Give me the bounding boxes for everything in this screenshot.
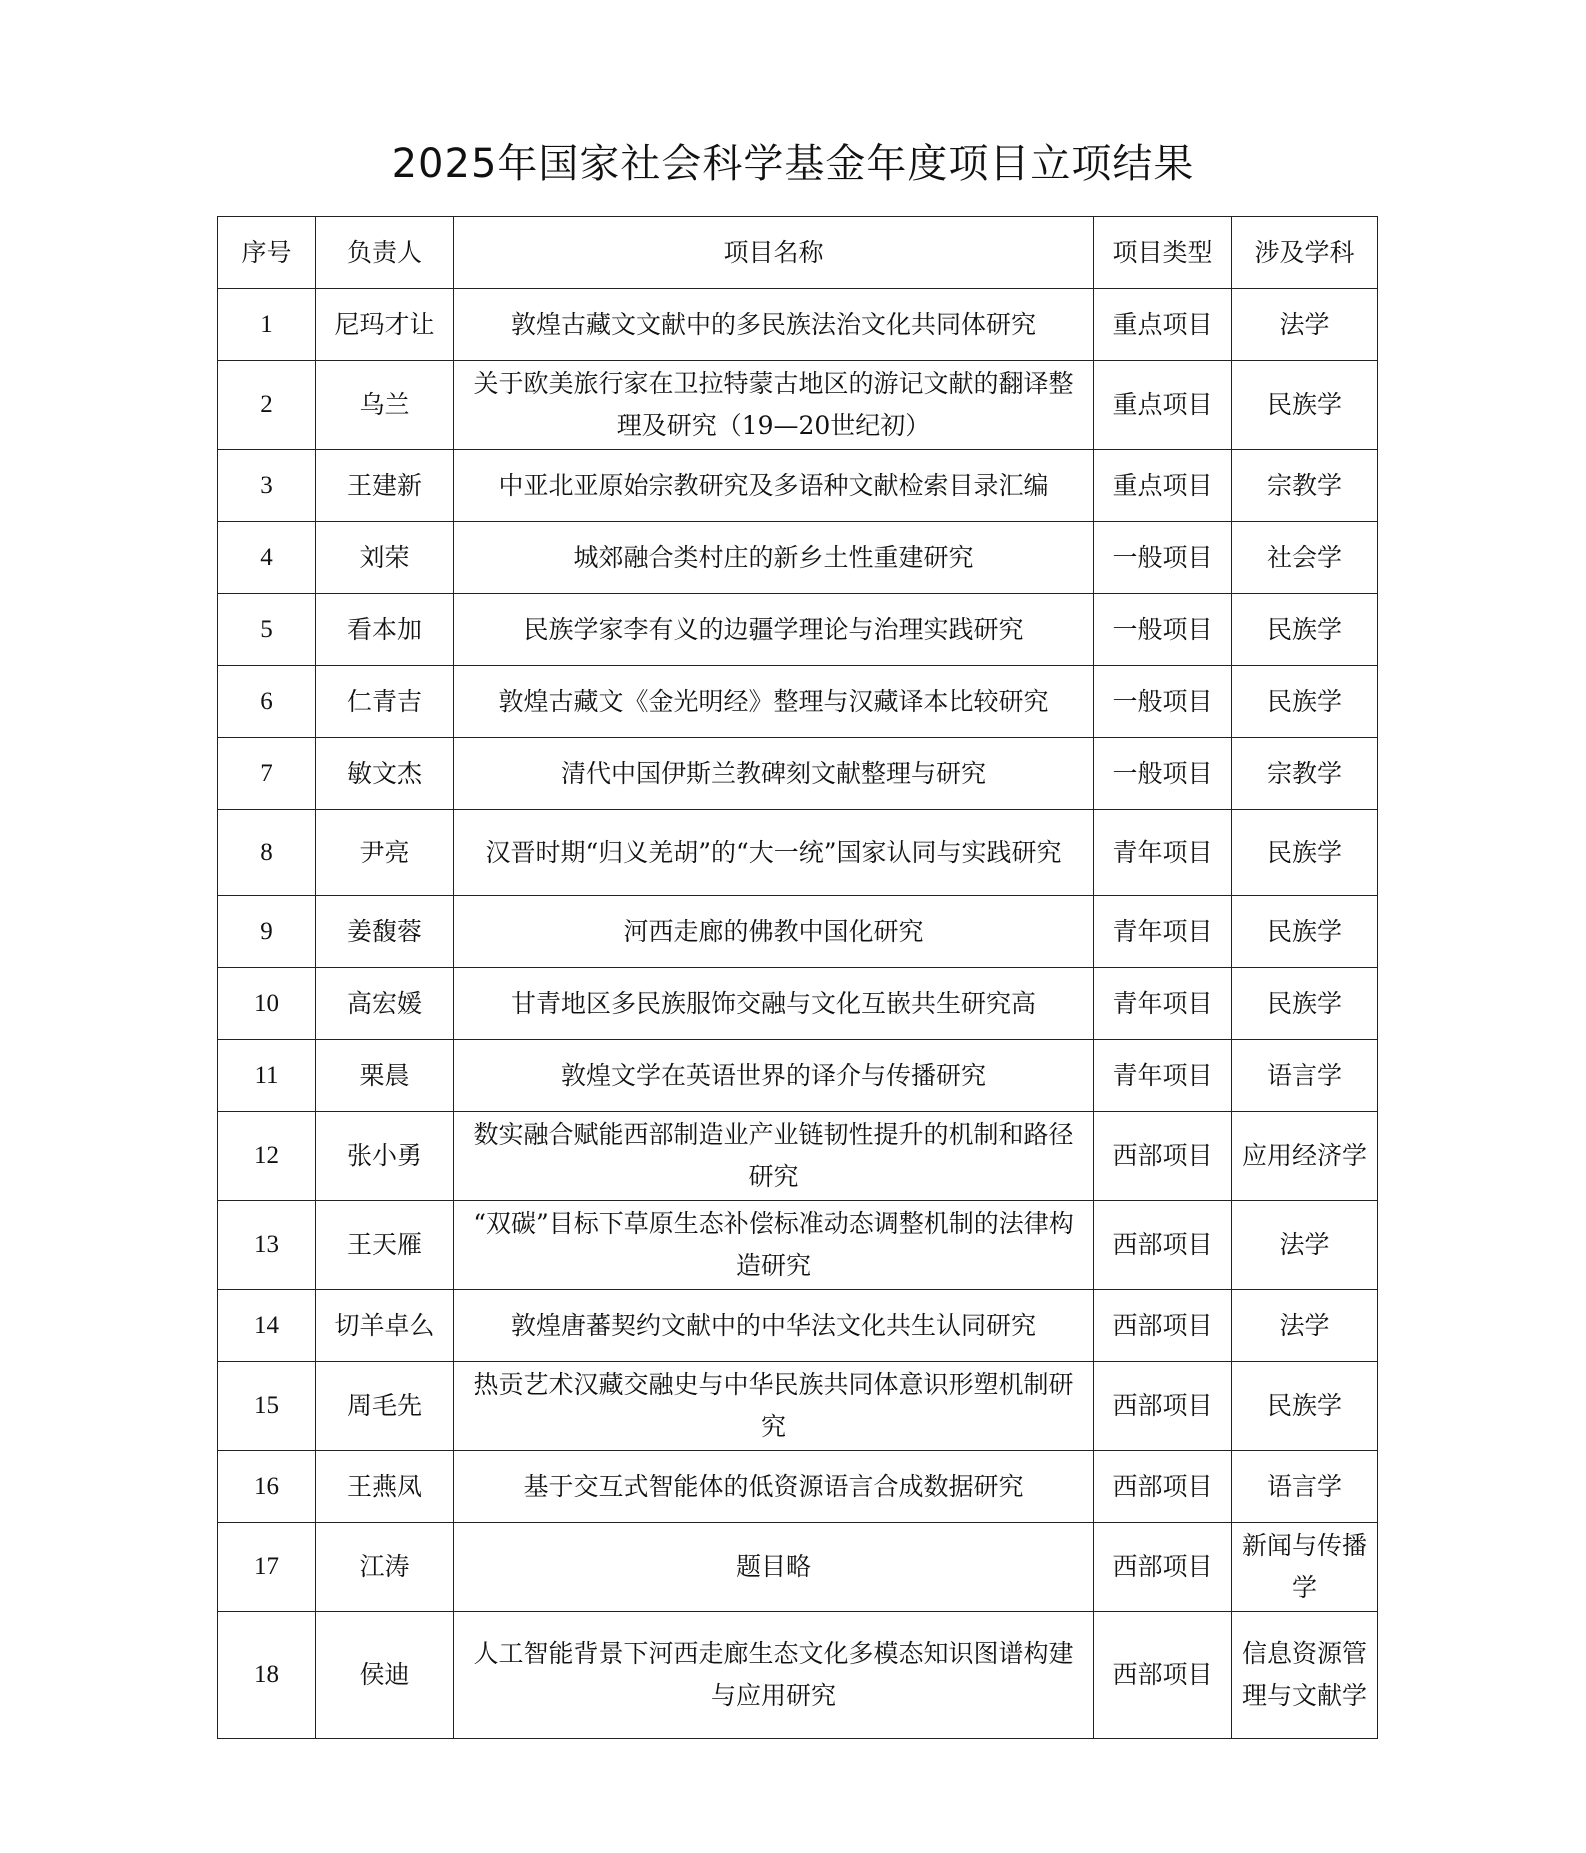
table-row bbox=[218, 896, 1378, 968]
table-row bbox=[218, 450, 1378, 522]
cell-project: 数实融合赋能西部制造业产业链韧性提升的机制和路径研究 bbox=[454, 1112, 1094, 1201]
table-row bbox=[218, 289, 1378, 361]
cell-project: 题目略 bbox=[454, 1523, 1094, 1612]
cell-project: 人工智能背景下河西走廊生态文化多模态知识图谱构建与应用研究 bbox=[454, 1612, 1094, 1739]
cell-project: 关于欧美旅行家在卫拉特蒙古地区的游记文献的翻译整理及研究（19—20世纪初） bbox=[454, 361, 1094, 450]
cell-leader: 看本加 bbox=[316, 594, 454, 666]
cell-type: 青年项目 bbox=[1094, 968, 1232, 1040]
results-table bbox=[217, 216, 1378, 1739]
cell-leader: 江涛 bbox=[316, 1523, 454, 1612]
cell-subject: 民族学 bbox=[1232, 666, 1378, 738]
cell-index: 6 bbox=[218, 666, 316, 738]
cell-index: 14 bbox=[218, 1290, 316, 1362]
cell-subject: 民族学 bbox=[1232, 361, 1378, 450]
cell-leader: 姜馥蓉 bbox=[316, 896, 454, 968]
cell-index: 17 bbox=[218, 1523, 316, 1612]
table-row bbox=[218, 522, 1378, 594]
header-subject: 涉及学科 bbox=[1232, 217, 1378, 289]
cell-index: 11 bbox=[218, 1040, 316, 1112]
header-project: 项目名称 bbox=[454, 217, 1094, 289]
cell-type: 重点项目 bbox=[1094, 361, 1232, 450]
cell-index: 1 bbox=[218, 289, 316, 361]
cell-subject: 信息资源管理与文献学 bbox=[1232, 1612, 1378, 1739]
cell-index: 15 bbox=[218, 1362, 316, 1451]
table-row bbox=[218, 1040, 1378, 1112]
cell-leader: 尼玛才让 bbox=[316, 289, 454, 361]
cell-subject: 语言学 bbox=[1232, 1040, 1378, 1112]
cell-project: 敦煌古藏文《金光明经》整理与汉藏译本比较研究 bbox=[454, 666, 1094, 738]
cell-index: 10 bbox=[218, 968, 316, 1040]
cell-leader: 王天雁 bbox=[316, 1201, 454, 1290]
cell-subject: 社会学 bbox=[1232, 522, 1378, 594]
cell-index: 8 bbox=[218, 810, 316, 896]
table-row bbox=[218, 1362, 1378, 1451]
cell-project: 中亚北亚原始宗教研究及多语种文献检索目录汇编 bbox=[454, 450, 1094, 522]
cell-project: 敦煌唐蕃契约文献中的中华法文化共生认同研究 bbox=[454, 1290, 1094, 1362]
cell-project: “双碳”目标下草原生态补偿标准动态调整机制的法律构造研究 bbox=[454, 1201, 1094, 1290]
cell-type: 青年项目 bbox=[1094, 896, 1232, 968]
cell-index: 12 bbox=[218, 1112, 316, 1201]
cell-project: 热贡艺术汉藏交融史与中华民族共同体意识形塑机制研究 bbox=[454, 1362, 1094, 1451]
table-row bbox=[218, 810, 1378, 896]
table-row bbox=[218, 968, 1378, 1040]
cell-leader: 尹亮 bbox=[316, 810, 454, 896]
cell-leader: 切羊卓么 bbox=[316, 1290, 454, 1362]
header-leader: 负责人 bbox=[316, 217, 454, 289]
cell-type: 一般项目 bbox=[1094, 594, 1232, 666]
cell-index: 16 bbox=[218, 1451, 316, 1523]
table-row bbox=[218, 738, 1378, 810]
cell-leader: 栗晨 bbox=[316, 1040, 454, 1112]
cell-project: 甘青地区多民族服饰交融与文化互嵌共生研究高 bbox=[454, 968, 1094, 1040]
table-row bbox=[218, 1612, 1378, 1739]
cell-leader: 王燕凤 bbox=[316, 1451, 454, 1523]
cell-type: 西部项目 bbox=[1094, 1612, 1232, 1739]
cell-subject: 宗教学 bbox=[1232, 450, 1378, 522]
header-index: 序号 bbox=[218, 217, 316, 289]
cell-subject: 民族学 bbox=[1232, 810, 1378, 896]
cell-project: 民族学家李有义的边疆学理论与治理实践研究 bbox=[454, 594, 1094, 666]
cell-leader: 乌兰 bbox=[316, 361, 454, 450]
cell-type: 西部项目 bbox=[1094, 1362, 1232, 1451]
cell-type: 重点项目 bbox=[1094, 450, 1232, 522]
cell-leader: 周毛先 bbox=[316, 1362, 454, 1451]
cell-subject: 民族学 bbox=[1232, 968, 1378, 1040]
table-row bbox=[218, 361, 1378, 450]
cell-index: 5 bbox=[218, 594, 316, 666]
cell-leader: 侯迪 bbox=[316, 1612, 454, 1739]
cell-subject: 宗教学 bbox=[1232, 738, 1378, 810]
table-row bbox=[218, 1201, 1378, 1290]
cell-index: 9 bbox=[218, 896, 316, 968]
cell-index: 13 bbox=[218, 1201, 316, 1290]
cell-project: 敦煌古藏文文献中的多民族法治文化共同体研究 bbox=[454, 289, 1094, 361]
cell-type: 西部项目 bbox=[1094, 1290, 1232, 1362]
cell-index: 7 bbox=[218, 738, 316, 810]
cell-type: 西部项目 bbox=[1094, 1112, 1232, 1201]
cell-index: 2 bbox=[218, 361, 316, 450]
cell-type: 一般项目 bbox=[1094, 738, 1232, 810]
table-row bbox=[218, 1112, 1378, 1201]
cell-type: 重点项目 bbox=[1094, 289, 1232, 361]
header-type: 项目类型 bbox=[1094, 217, 1232, 289]
cell-type: 一般项目 bbox=[1094, 522, 1232, 594]
cell-index: 3 bbox=[218, 450, 316, 522]
cell-project: 敦煌文学在英语世界的译介与传播研究 bbox=[454, 1040, 1094, 1112]
cell-project: 基于交互式智能体的低资源语言合成数据研究 bbox=[454, 1451, 1094, 1523]
cell-subject: 语言学 bbox=[1232, 1451, 1378, 1523]
cell-index: 18 bbox=[218, 1612, 316, 1739]
cell-subject: 法学 bbox=[1232, 289, 1378, 361]
table-row bbox=[218, 666, 1378, 738]
page-title: 2025年国家社会科学基金年度项目立项结果 bbox=[391, 141, 1195, 187]
cell-project: 汉晋时期“归义羌胡”的“大一统”国家认同与实践研究 bbox=[454, 810, 1094, 896]
cell-project: 城郊融合类村庄的新乡土性重建研究 bbox=[454, 522, 1094, 594]
cell-type: 青年项目 bbox=[1094, 1040, 1232, 1112]
cell-type: 西部项目 bbox=[1094, 1451, 1232, 1523]
table-row bbox=[218, 1523, 1378, 1612]
cell-leader: 高宏媛 bbox=[316, 968, 454, 1040]
cell-subject: 新闻与传播学 bbox=[1232, 1523, 1378, 1612]
cell-subject: 民族学 bbox=[1232, 1362, 1378, 1451]
cell-leader: 仁青吉 bbox=[316, 666, 454, 738]
cell-leader: 张小勇 bbox=[316, 1112, 454, 1201]
cell-subject: 法学 bbox=[1232, 1201, 1378, 1290]
cell-type: 一般项目 bbox=[1094, 666, 1232, 738]
cell-leader: 王建新 bbox=[316, 450, 454, 522]
table-row bbox=[218, 1290, 1378, 1362]
cell-leader: 刘荣 bbox=[316, 522, 454, 594]
cell-type: 青年项目 bbox=[1094, 810, 1232, 896]
cell-type: 西部项目 bbox=[1094, 1523, 1232, 1612]
cell-subject: 应用经济学 bbox=[1232, 1112, 1378, 1201]
cell-project: 河西走廊的佛教中国化研究 bbox=[454, 896, 1094, 968]
table-row bbox=[218, 594, 1378, 666]
cell-subject: 民族学 bbox=[1232, 594, 1378, 666]
cell-type: 西部项目 bbox=[1094, 1201, 1232, 1290]
cell-subject: 法学 bbox=[1232, 1290, 1378, 1362]
cell-leader: 敏文杰 bbox=[316, 738, 454, 810]
table-header-row bbox=[218, 217, 1378, 289]
cell-project: 清代中国伊斯兰教碑刻文献整理与研究 bbox=[454, 738, 1094, 810]
table-row bbox=[218, 1451, 1378, 1523]
cell-index: 4 bbox=[218, 522, 316, 594]
cell-subject: 民族学 bbox=[1232, 896, 1378, 968]
